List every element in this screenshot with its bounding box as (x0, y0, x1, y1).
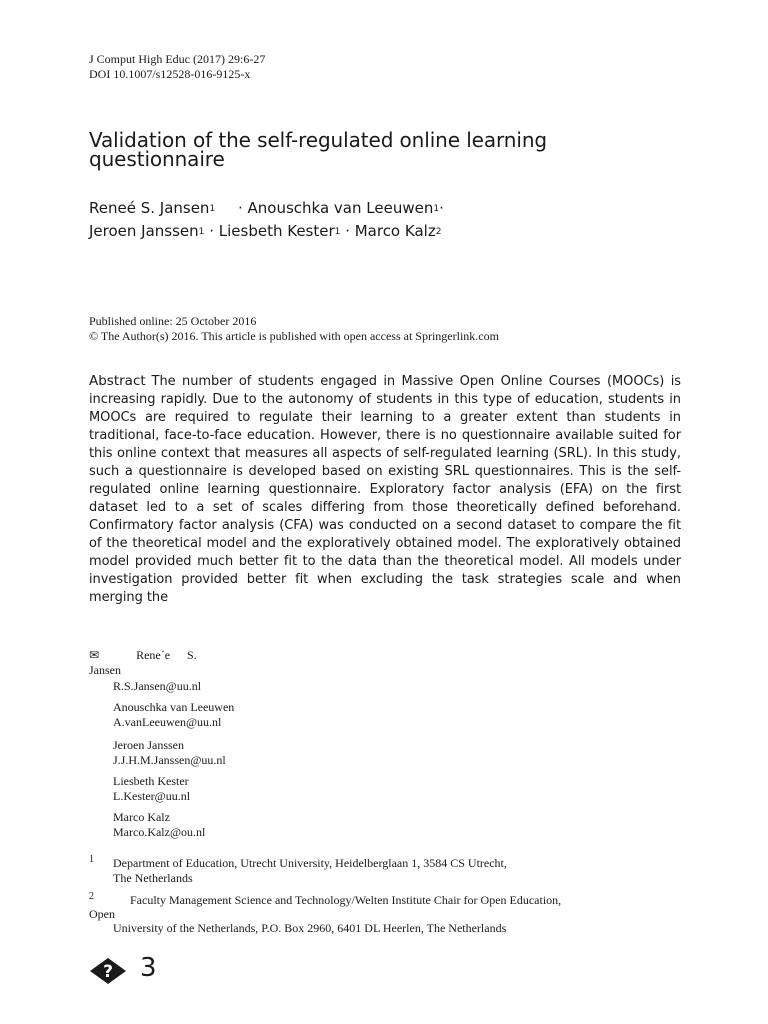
affiliation-line: Department of Education, Utrecht University, Heidelberglaan 1, 3584 CS Utrecht, (113, 856, 507, 870)
published-date: Published online: 25 October 2016 (89, 314, 257, 328)
affiliation-marker: 1 (334, 227, 341, 237)
affiliation-line: Open (89, 907, 115, 921)
svg-text:?: ? (103, 962, 113, 982)
journal-citation: J Comput High Educ (2017) 29:6-27 (89, 52, 266, 66)
publication-info (89, 314, 499, 344)
contact-email[interactable]: A.vanLeeuwen@uu.nl (113, 715, 222, 729)
contact-email[interactable]: R.S.Jansen@uu.nl (113, 679, 202, 693)
contact-block (113, 810, 205, 840)
page-number: 3 (140, 953, 157, 983)
author-name[interactable]: Anouschka van Leeuwen (247, 199, 434, 217)
author-name[interactable]: Liesbeth Kester (218, 222, 335, 240)
contact-email[interactable]: Marco.Kalz@ou.nl (113, 825, 206, 839)
affiliation-number: 1 (89, 854, 94, 865)
affiliation-marker: 1 (433, 204, 440, 214)
journal-doi: DOI 10.1007/s12528-016-9125-x (89, 67, 251, 81)
affiliation-number: 2 (89, 891, 94, 902)
affiliation-line: Faculty Management Science and Technology/Welten Institute Chair for Open Education, (130, 893, 562, 907)
author-list (89, 198, 444, 244)
contact-email[interactable]: L.Kester@uu.nl (113, 789, 191, 803)
springer-logo-icon (89, 957, 127, 985)
affiliation-1 (113, 856, 507, 886)
paper-title (89, 128, 548, 171)
abstract-text: The number of students engaged in Massive Open Online Courses (MOOCs) is increasing rapidly. Due to the autonomy of students in this type of education, students in MOOCs are required to regulate their learning to a greater extent than students in traditional, face-to-face education. However, there is no questionnaire available suited for this online context that measures all aspects of self-regulated learning (SRL). In this study, such a questionnaire is developed based on existing SRL questionnaires. This is the self-regulated online learning questionnaire. Exploratory factor analysis (EFA) on the first dataset led to a set of scales differing from those theoretically defined beforehand. Confirmatory factor analysis (CFA) was conducted on a second dataset to compare the fit of the theoretical model and the exploratively obtained model. The exploratively obtained model provided much better fit to the data than the theoretical model. All models under investigation provided better fit when excluding the task strategies scale and when merging the (89, 374, 682, 605)
author-name[interactable]: Jeroen Janssen (89, 222, 199, 240)
author-line-1 (89, 198, 444, 221)
abstract (89, 372, 681, 607)
author-separator: · (237, 199, 243, 217)
author-separator: · (345, 222, 350, 240)
correspondence-name-part: S. (187, 648, 197, 662)
correspondence-name-part: Rene´e (136, 648, 171, 662)
contact-block (113, 700, 234, 730)
affiliation-line: University of the Netherlands, P.O. Box 2960, 6401 DL Heerlen, The Netherlands (113, 921, 507, 935)
contact-name: Anouschka van Leeuwen (113, 700, 235, 714)
abstract-label: Abstract (89, 373, 146, 389)
author-name[interactable]: Marco Kalz (354, 222, 436, 240)
contact-block (113, 774, 190, 804)
copyright-line: © The Author(s) 2016. This article is published with open access at Springerlink.com (89, 329, 499, 343)
contact-email[interactable]: J.J.H.M.Janssen@uu.nl (113, 753, 226, 767)
contact-name: Marco Kalz (113, 810, 170, 824)
envelope-icon: ✉ (89, 648, 100, 662)
author-separator: · (439, 199, 444, 217)
correspondence-name-part: Jansen (89, 663, 121, 677)
title-line-2: questionnaire (89, 147, 225, 171)
affiliation-line: The Netherlands (113, 871, 193, 885)
journal-header (89, 52, 265, 82)
affiliation-marker: 1 (198, 227, 205, 237)
title-line-1: Validation of the self-regulated online learning (89, 128, 548, 152)
author-line-2 (89, 221, 444, 244)
author-name[interactable]: Reneé S. Jansen (89, 199, 210, 217)
affiliation-marker: 2 (435, 227, 442, 237)
correspondence-author (89, 648, 197, 678)
contact-name: Jeroen Janssen (113, 738, 184, 752)
affiliation-marker: 1 (209, 204, 216, 214)
contact-name: Liesbeth Kester (113, 774, 189, 788)
contact-block (113, 738, 226, 768)
author-separator: · (209, 222, 214, 240)
